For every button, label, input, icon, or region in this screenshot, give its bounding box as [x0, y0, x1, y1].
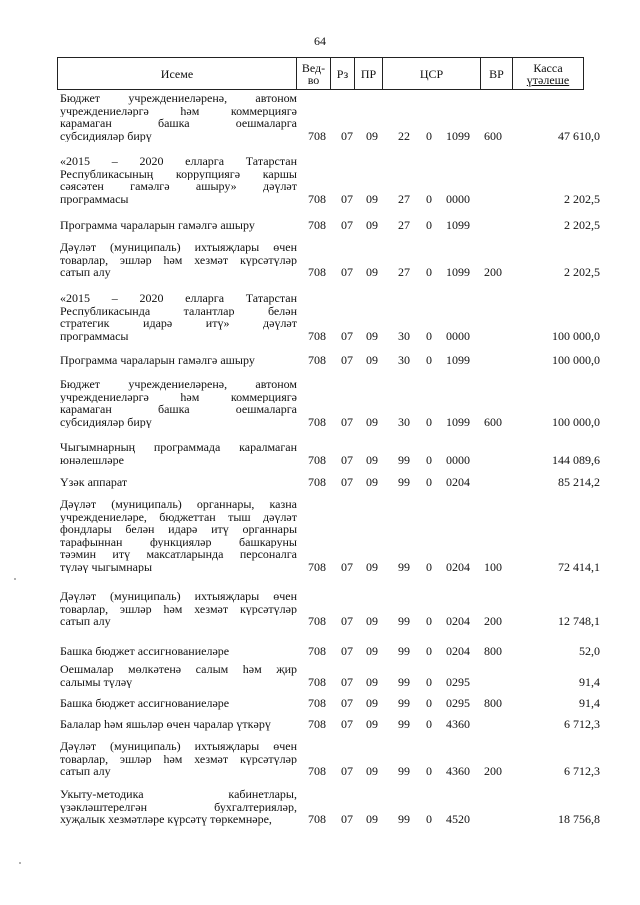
pr-code: 09 [366, 559, 378, 574]
kassa-sum: 6 712,3 [564, 764, 600, 778]
vr-code: 100 [484, 559, 502, 574]
csr-part2: 0 [426, 644, 432, 658]
row-name-line: карамаган башка оешмаларга [60, 403, 297, 416]
row-values [60, 354, 600, 366]
kassa-sum: 2 202,5 [564, 265, 600, 279]
csr-part1: 99 [398, 475, 410, 489]
row-name-line: Укыту-методика кабинетлары, [60, 788, 297, 801]
pr-code: 09 [366, 265, 378, 279]
ved-code: 708 [308, 265, 326, 279]
csr-part1: 27 [398, 265, 410, 279]
kassa-sum: 91,4 [579, 674, 600, 689]
pr-code: 09 [366, 764, 378, 778]
kassa-sum: 72 414,1 [558, 559, 600, 574]
csr-part1: 30 [398, 353, 410, 367]
row-name-line: Дәүләт (муниципаль) ихтыяҗлары өчен [60, 590, 297, 603]
row-name-line: сәясәтен гамәлгә ашыру» дәүләт [60, 180, 297, 193]
table-header [57, 57, 584, 90]
row-name-line: салымы түләү [60, 675, 133, 688]
ved-code: 708 [308, 614, 326, 628]
csr-part2: 0 [426, 696, 432, 710]
csr-part3: 1099 [446, 265, 470, 279]
csr-part2: 0 [426, 764, 432, 778]
csr-part1: 99 [398, 614, 410, 628]
rz-code: 07 [341, 764, 353, 778]
row-name-line: Бюджет учреждениеләренә, автоном [60, 378, 297, 391]
rz-code: 07 [341, 353, 353, 367]
csr-part1: 99 [398, 452, 410, 467]
row-values [60, 676, 600, 688]
rz-code: 07 [341, 218, 353, 232]
scan-mark [19, 862, 21, 864]
csr-part3: 1099 [446, 353, 470, 367]
ved-code: 708 [308, 128, 326, 143]
kassa-sum: 6 712,3 [564, 717, 600, 731]
kassa-sum: 47 610,0 [558, 128, 600, 143]
rz-code: 07 [341, 265, 353, 279]
row-name-line: программасы [60, 192, 129, 205]
csr-part3: 0204 [446, 644, 470, 658]
rz-code: 07 [341, 475, 353, 489]
row-name-line: товарлар, эшләр һәм хезмәт күрсәтүләр [60, 253, 297, 266]
row-name-line: карамаган башка оешмаларга [60, 117, 297, 130]
row-name-line: Үзәк аппарат [60, 476, 128, 489]
row-name-line: Республикасында талантлар белән [60, 304, 297, 317]
csr-part1: 27 [398, 218, 410, 232]
csr-part3: 4520 [446, 812, 470, 826]
csr-part2: 0 [426, 475, 432, 489]
csr-part3: 1099 [446, 128, 470, 143]
pr-code: 09 [366, 191, 378, 206]
kassa-sum: 100 000,0 [552, 414, 600, 429]
csr-part2: 0 [426, 265, 432, 279]
row-values [60, 765, 600, 777]
csr-part2: 0 [426, 559, 432, 574]
rz-code: 07 [341, 696, 353, 710]
pr-code: 09 [366, 717, 378, 731]
kassa-sum: 12 748,1 [558, 614, 600, 628]
csr-part1: 27 [398, 191, 410, 206]
csr-part1: 99 [398, 644, 410, 658]
header-kassa: Касса үтәлеше [526, 60, 570, 87]
csr-part2: 0 [426, 717, 432, 731]
header-rz: Рз [331, 58, 355, 89]
row-values [60, 193, 600, 205]
vr-code: 800 [484, 644, 502, 658]
vr-code: 200 [484, 614, 502, 628]
scan-mark [14, 578, 16, 580]
pr-code: 09 [366, 475, 378, 489]
pr-code: 09 [366, 218, 378, 232]
csr-part3: 0000 [446, 191, 470, 206]
header-pr: ПР [355, 58, 383, 89]
csr-part1: 30 [398, 414, 410, 429]
row-values [60, 266, 600, 278]
pr-code: 09 [366, 414, 378, 429]
ved-code: 708 [308, 328, 326, 343]
csr-part3: 0204 [446, 559, 470, 574]
ved-code: 708 [308, 452, 326, 467]
vr-code: 200 [484, 265, 502, 279]
header-csr: ЦСР [383, 58, 481, 89]
ved-code: 708 [308, 674, 326, 689]
row-name-line: Оешмалар мөлкәтенә салым һәм җир [60, 663, 297, 676]
row-name-line: субсидияләр бирү [60, 129, 152, 142]
csr-part1: 99 [398, 696, 410, 710]
row-name-line: сатып алу [60, 615, 111, 628]
csr-part3: 4360 [446, 764, 470, 778]
pr-code: 09 [366, 674, 378, 689]
row-name-line: сатып алу [60, 266, 111, 279]
rz-code: 07 [341, 674, 353, 689]
row-name-line: программасы [60, 329, 129, 342]
row-name-line: учреждениеләргә һәм коммерциягә [60, 390, 297, 403]
rz-code: 07 [341, 812, 353, 826]
csr-part1: 22 [398, 128, 410, 143]
kassa-sum: 2 202,5 [564, 218, 600, 232]
row-name-line: фондлары белән идарә итү органнары [60, 523, 297, 536]
ved-code: 708 [308, 696, 326, 710]
rz-code: 07 [341, 614, 353, 628]
pr-code: 09 [366, 614, 378, 628]
rz-code: 07 [341, 414, 353, 429]
csr-part3: 0295 [446, 674, 470, 689]
row-values [60, 561, 600, 573]
row-values [60, 219, 600, 231]
csr-part1: 99 [398, 674, 410, 689]
ved-code: 708 [308, 644, 326, 658]
row-values [60, 718, 600, 730]
row-name-line: Чыгымнарның программада каралмаган [60, 441, 297, 454]
row-values [60, 813, 600, 825]
csr-part3: 1099 [446, 414, 470, 429]
csr-part3: 0295 [446, 696, 470, 710]
csr-part2: 0 [426, 812, 432, 826]
vr-code: 600 [484, 128, 502, 143]
row-name-line: Программа чараларын гамәлгә ашыру [60, 354, 255, 367]
csr-part3: 4360 [446, 717, 470, 731]
csr-part2: 0 [426, 452, 432, 467]
row-name-line: Республикасының коррупциягә каршы [60, 167, 297, 180]
ved-code: 708 [308, 218, 326, 232]
header-name: Исеме [58, 58, 297, 89]
row-name-line: юнәлешләре [60, 453, 124, 466]
row-name-line: Бюджет учреждениеләренә, автоном [60, 92, 297, 105]
kassa-sum: 144 089,6 [552, 452, 600, 467]
pr-code: 09 [366, 452, 378, 467]
row-name-line: товарлар, эшләр һәм хезмәт күрсәтүләр [60, 752, 297, 765]
csr-part2: 0 [426, 218, 432, 232]
pr-code: 09 [366, 644, 378, 658]
pr-code: 09 [366, 696, 378, 710]
ved-code: 708 [308, 764, 326, 778]
row-name-line: тәэмин итү максатларында персоналга [60, 548, 297, 561]
row-values [60, 130, 600, 142]
csr-part3: 0000 [446, 452, 470, 467]
pr-code: 09 [366, 812, 378, 826]
row-name-line: стратегик идарә итү» дәүләт [60, 317, 297, 330]
row-name-line: Балалар һәм яшьләр өчен чаралар үткәрү [60, 718, 271, 731]
ved-code: 708 [308, 191, 326, 206]
kassa-sum: 100 000,0 [552, 353, 600, 367]
row-name-line: хуҗалык хезмәтләре күрсәтү төркемнәре, [60, 813, 272, 826]
ved-code: 708 [308, 475, 326, 489]
kassa-sum: 2 202,5 [564, 191, 600, 206]
csr-part3: 0204 [446, 614, 470, 628]
row-values [60, 416, 600, 428]
row-name-line: сатып алу [60, 765, 111, 778]
row-name-line: Дәүләт (муниципаль) ихтыяҗлары өчен [60, 740, 297, 753]
row-values [60, 697, 600, 709]
csr-part2: 0 [426, 414, 432, 429]
rz-code: 07 [341, 191, 353, 206]
rz-code: 07 [341, 128, 353, 143]
rz-code: 07 [341, 644, 353, 658]
row-values [60, 476, 600, 488]
ved-code: 708 [308, 353, 326, 367]
rz-code: 07 [341, 328, 353, 343]
kassa-sum: 91,4 [579, 696, 600, 710]
kassa-sum: 18 756,8 [558, 812, 600, 826]
row-name-line: субсидияләр бирү [60, 415, 152, 428]
ved-code: 708 [308, 414, 326, 429]
kassa-sum: 100 000,0 [552, 328, 600, 343]
row-values [60, 454, 600, 466]
row-values [60, 330, 600, 342]
row-name-line: тарафыннан функцияләр башкаруны [60, 535, 297, 548]
ved-code: 708 [308, 717, 326, 731]
vr-code: 600 [484, 414, 502, 429]
header-ved: Вед- во [297, 58, 331, 89]
csr-part1: 30 [398, 328, 410, 343]
row-name-line: учреждениеләре, бюджеттан тыш дәүләт [60, 510, 297, 523]
csr-part2: 0 [426, 353, 432, 367]
csr-part2: 0 [426, 191, 432, 206]
row-name-line: «2015 – 2020 елларга Татарстан [60, 155, 297, 168]
pr-code: 09 [366, 353, 378, 367]
kassa-sum: 85 214,2 [558, 475, 600, 489]
row-values [60, 615, 600, 627]
csr-part1: 99 [398, 812, 410, 826]
csr-part2: 0 [426, 614, 432, 628]
csr-part1: 99 [398, 717, 410, 731]
csr-part3: 0204 [446, 475, 470, 489]
csr-part2: 0 [426, 328, 432, 343]
row-name-line: Программа чараларын гамәлгә ашыру [60, 219, 255, 232]
ved-code: 708 [308, 812, 326, 826]
pr-code: 09 [366, 328, 378, 343]
vr-code: 200 [484, 764, 502, 778]
csr-part1: 99 [398, 764, 410, 778]
row-name-line: түләү чыгымнары [60, 560, 153, 573]
csr-part2: 0 [426, 128, 432, 143]
row-name-line: Башка бюджет ассигнованиеләре [60, 645, 230, 658]
row-name-line: Дәүләт (муниципаль) органнары, казна [60, 498, 297, 511]
row-name-line: үзәкләштерелгән бухгалтерияләр, [60, 800, 297, 813]
header-vr: ВР [481, 58, 513, 89]
pr-code: 09 [366, 128, 378, 143]
row-name-line: товарлар, эшләр һәм хезмәт күрсәтүләр [60, 602, 297, 615]
rz-code: 07 [341, 559, 353, 574]
rz-code: 07 [341, 452, 353, 467]
page-number: 64 [314, 34, 326, 48]
row-name-line: Башка бюджет ассигнованиеләре [60, 697, 230, 710]
csr-part3: 1099 [446, 218, 470, 232]
csr-part1: 99 [398, 559, 410, 574]
row-values [60, 645, 600, 657]
row-name-line: Дәүләт (муниципаль) ихтыяҗлары өчен [60, 241, 297, 254]
vr-code: 800 [484, 696, 502, 710]
rz-code: 07 [341, 717, 353, 731]
csr-part3: 0000 [446, 328, 470, 343]
csr-part2: 0 [426, 674, 432, 689]
row-name-line: «2015 – 2020 елларга Татарстан [60, 292, 297, 305]
row-name-line: учреждениеләргә һәм коммерциягә [60, 104, 297, 117]
ved-code: 708 [308, 559, 326, 574]
kassa-sum: 52,0 [579, 644, 600, 658]
